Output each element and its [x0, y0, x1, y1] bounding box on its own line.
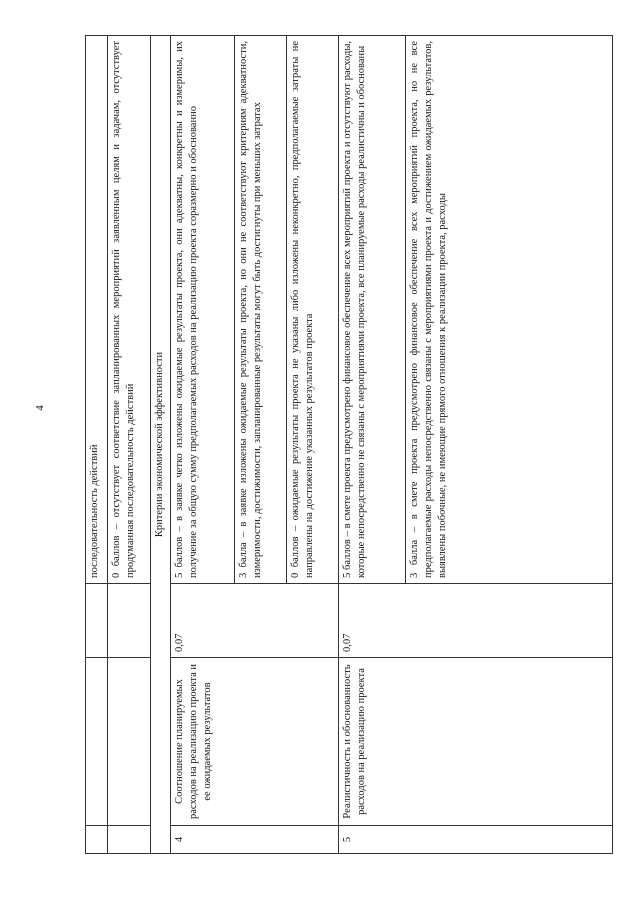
- table-cell: [108, 584, 151, 658]
- table-cell: [86, 584, 108, 658]
- section-row: [151, 36, 171, 854]
- table-row: [339, 36, 406, 854]
- score-description: последовательность действий: [86, 36, 108, 584]
- score-description: 3 балла – в смете проекта предусмотрено финансовое обеспечение всех мероприятий проекта, но не все предполагаемые расходы непосредственно связаны с мероприятиями проекта и достижением ожидаемых результатов, выявлены побочные, не имеющие прямого отношения к реализации проекта, расходы: [406, 36, 613, 584]
- page-number: 4: [34, 405, 46, 411]
- score-description: 0 баллов – отсутствует соответствие запланированных мероприятий заявленным целям и задачам, отсутствует продуманная последовательность действий: [108, 36, 151, 584]
- score-description: 5 баллов – в заявке четко изложены ожидаемые результаты проекта, они адекватны, конкретны и измеримы, их получение за общую сумму предполагаемых расходов на реализацию проекта соразмерно и обоснованно: [171, 36, 235, 584]
- criterion-number: 4: [171, 826, 339, 854]
- criterion-name: Соотношение планируемых расходов на реализацию проекта и ее ожидаемых результатов: [171, 658, 339, 826]
- table-cell: [86, 658, 108, 826]
- rotated-page-content: [85, 36, 613, 854]
- score-description: 0 баллов – ожидаемые результаты проекта не указаны либо изложены неконкретно, предполагаемые затраты не направлены на достижение указанных результатов проекта: [287, 36, 339, 584]
- table-cell: [108, 658, 151, 826]
- criterion-name: Реалистичность и обоснованность расходов на реализацию проекта: [339, 658, 613, 826]
- criteria-table: [85, 35, 613, 854]
- criterion-number: 5: [339, 826, 613, 854]
- table-row: [108, 36, 151, 854]
- table-row: [86, 36, 108, 854]
- table-row: [171, 36, 235, 854]
- score-description: 5 баллов – в смете проекта предусмотрено финансовое обеспечение всех мероприятий проекта и отсутствуют расходы, которые непосредственно не связаны с мероприятиями проекта, все планируемые расходы реалистичны и обоснованы: [339, 36, 406, 584]
- criterion-weight: 0,07: [339, 584, 613, 658]
- score-description: 3 балла – в заявке изложены ожидаемые результаты проекта, но они не соответствуют критериям адекватности, измеримости, достижимости, запланированные результаты могут быть достигнуты при меньших затратах: [235, 36, 287, 584]
- criterion-weight: 0,07: [171, 584, 339, 658]
- section-title: Критерии экономической эффективности: [151, 36, 171, 854]
- table-cell: [108, 826, 151, 854]
- table-cell: [86, 826, 108, 854]
